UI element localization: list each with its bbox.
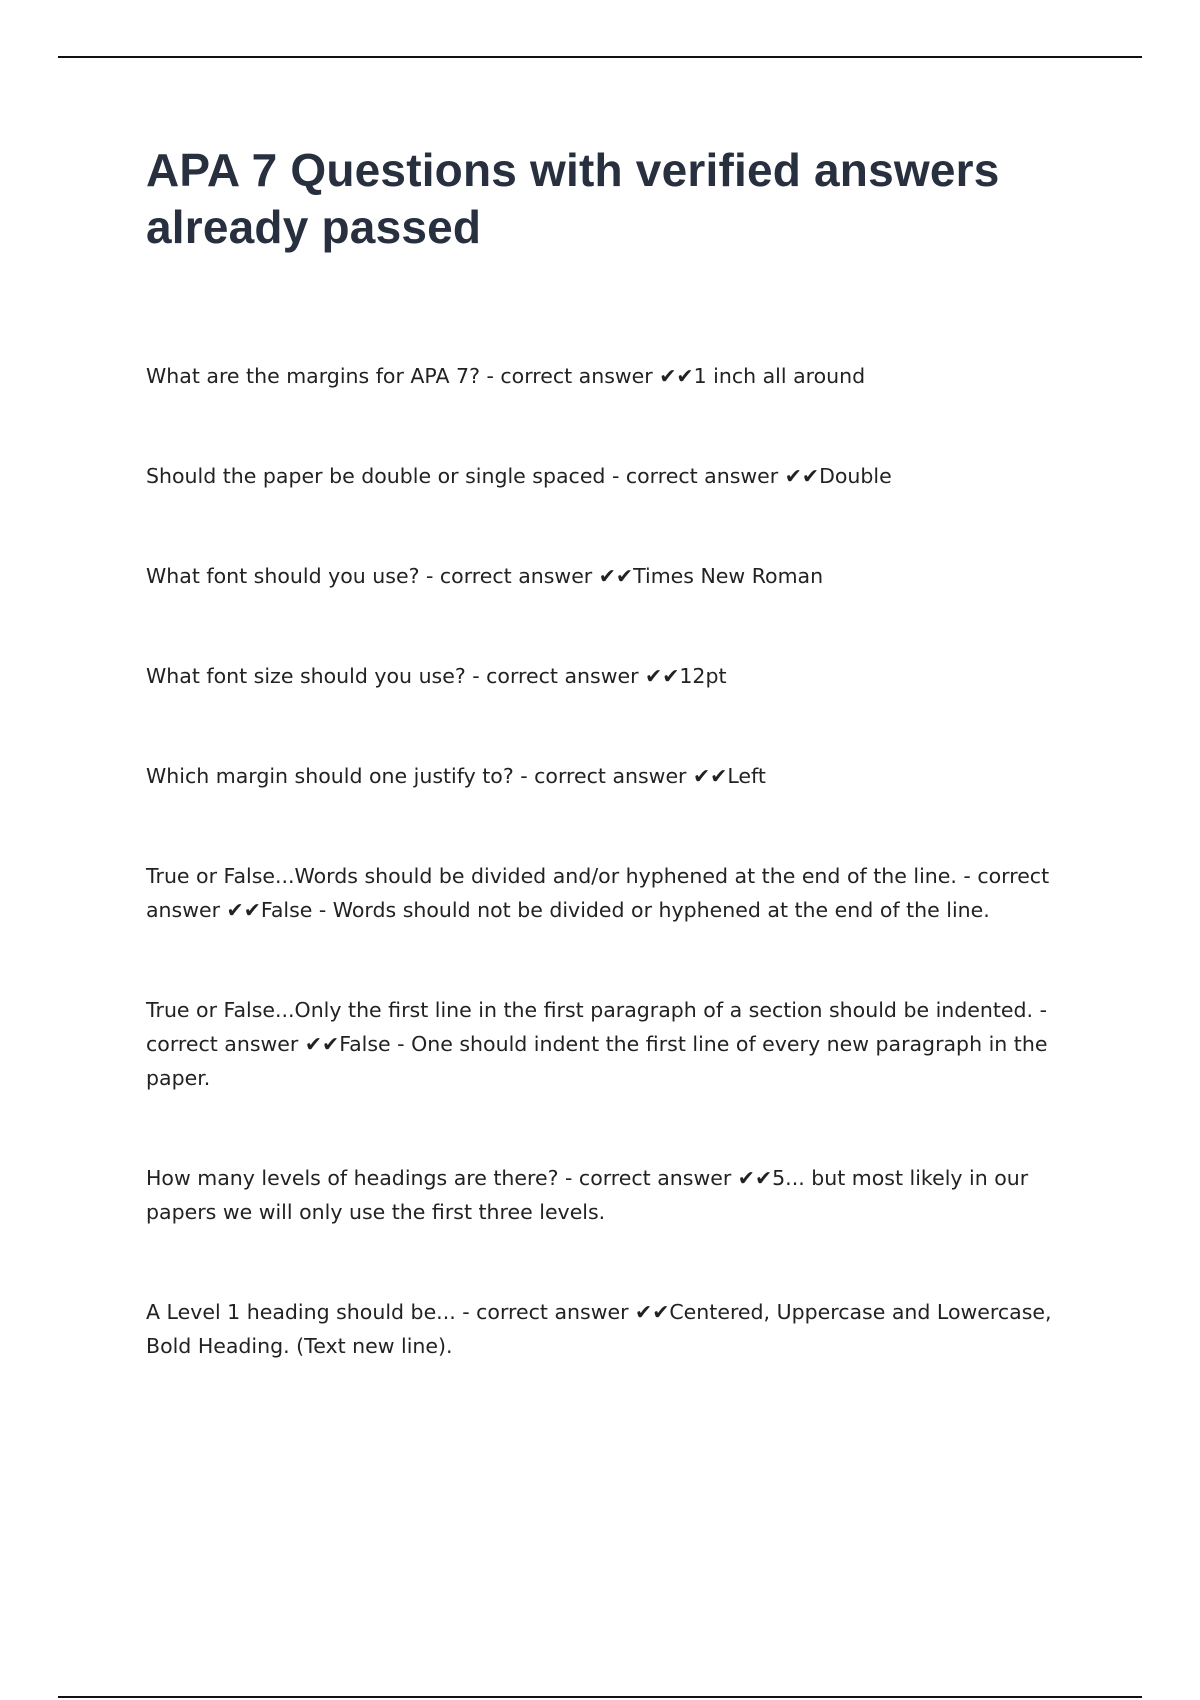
qa-list	[146, 359, 1096, 1363]
qa-item-heading-levels: How many levels of headings are there? - correct answer ✔✔5... but most likely in our papers we will only use the first three levels.	[146, 1166, 1029, 1224]
qa-item-font-size: What font size should you use? - correct answer ✔✔12pt	[146, 664, 727, 688]
qa-item-spacing: Should the paper be double or single spaced - correct answer ✔✔Double	[146, 464, 892, 488]
qa-item-justify: Which margin should one justify to? - correct answer ✔✔Left	[146, 764, 766, 788]
qa-item-indentation: True or False...Only the first line in the first paragraph of a section should be indented. - correct answer ✔✔False - One should indent the first line of every new paragraph in the paper.	[146, 998, 1048, 1090]
qa-item-hyphenation: True or False...Words should be divided and/or hyphened at the end of the line. - correct answer ✔✔False - Words should not be divided or hyphened at the end of the line.	[146, 864, 1050, 922]
qa-item-margins: What are the margins for APA 7? - correct answer ✔✔1 inch all around	[146, 364, 866, 388]
bottom-rule	[58, 1696, 1142, 1698]
document-body	[146, 142, 1096, 1363]
document-title: APA 7 Questions with verified answers already passed	[146, 144, 1000, 253]
top-rule	[58, 56, 1142, 58]
qa-item-level1-heading: A Level 1 heading should be... - correct answer ✔✔Centered, Uppercase and Lowercase, Bold Heading. (Text new line).	[146, 1300, 1052, 1358]
qa-item-font: What font should you use? - correct answer ✔✔Times New Roman	[146, 564, 824, 588]
